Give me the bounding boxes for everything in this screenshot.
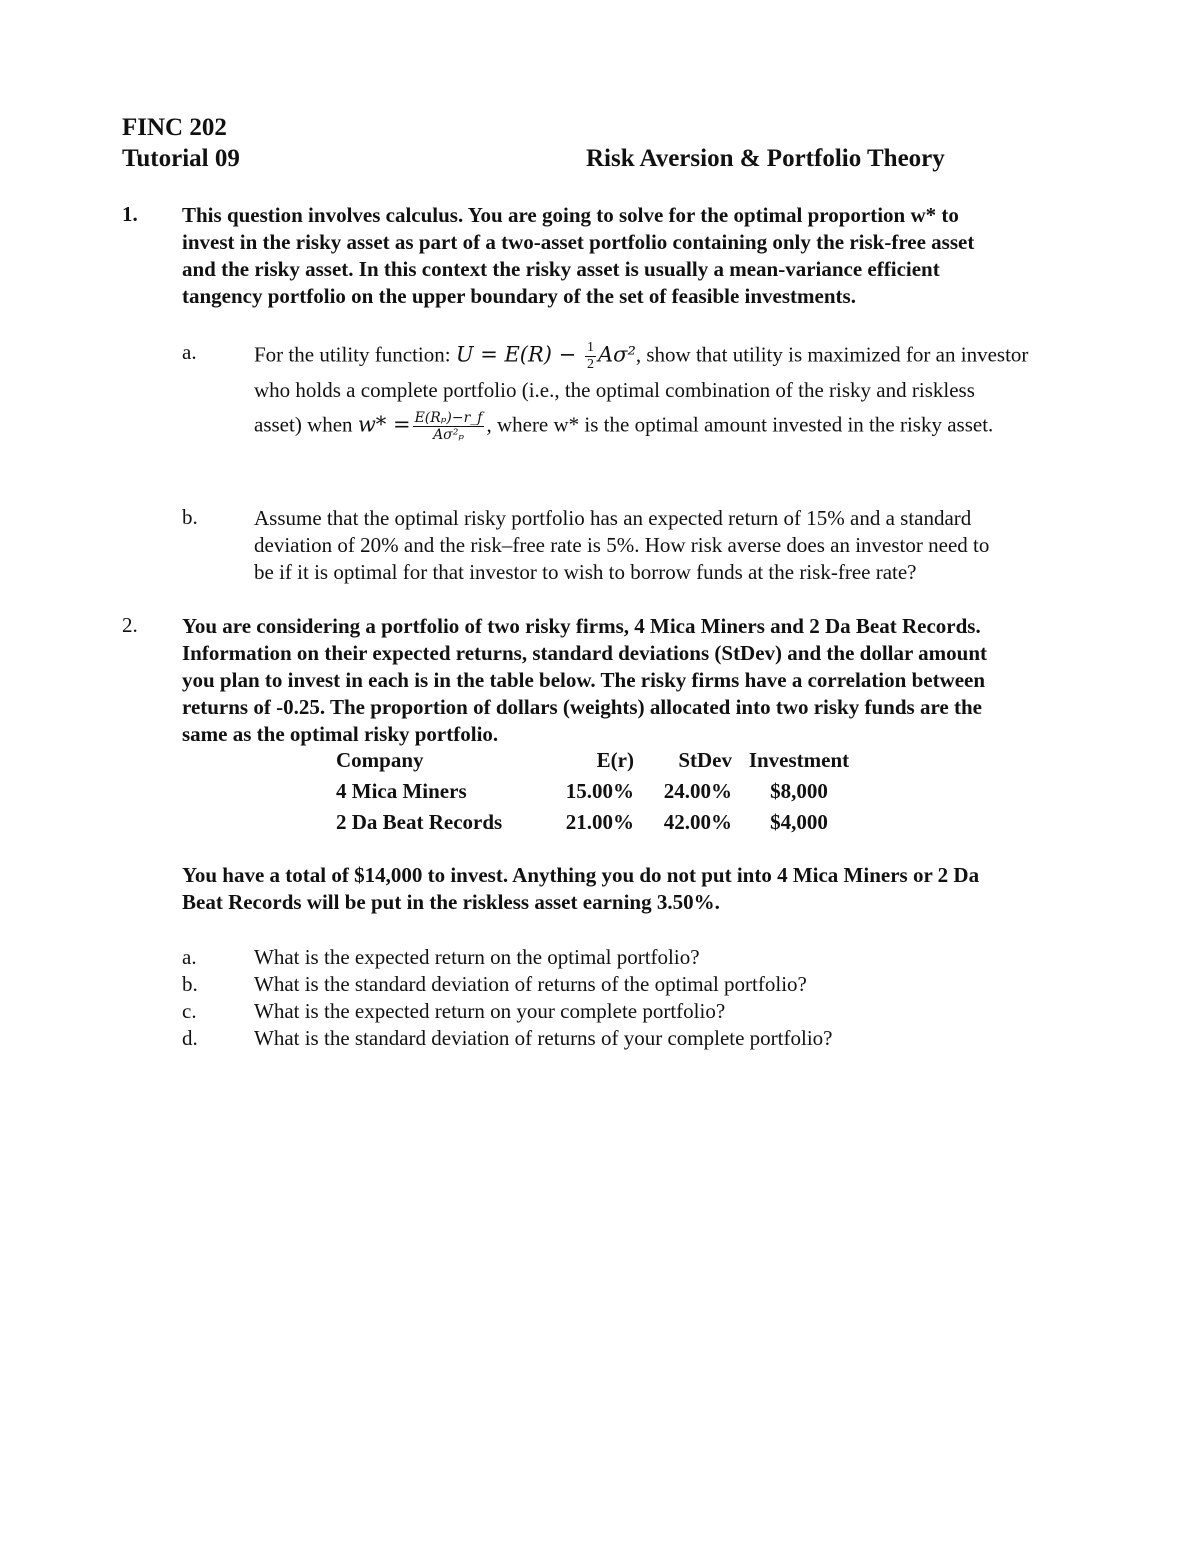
- utility-formula-tail: Aσ²: [597, 342, 636, 367]
- tutorial-number: Tutorial 09: [122, 145, 240, 172]
- table-cell: 2 Da Beat Records: [336, 810, 503, 834]
- optimal-weight-fraction: [413, 410, 485, 443]
- question-2b-label: b.: [182, 972, 198, 996]
- text-run: , where w* is the optimal amount invested in the risky asset.: [486, 412, 994, 437]
- question-1b-text: [254, 505, 1090, 586]
- question-2d-text: What is the standard deviation of returns of your complete portfolio?: [254, 1026, 833, 1050]
- question-1-line: invest in the risky asset as part of a two-asset portfolio containing only the risk-free asset: [182, 230, 975, 254]
- question-2-line: you plan to invest in each is in the table below. The risky firms have a correlation between: [182, 668, 986, 692]
- text-run: asset) when: [254, 412, 358, 437]
- question-1a-line-2: who holds a complete portfolio (i.e., the optimal combination of the risky and riskless: [254, 378, 975, 402]
- question-1b-line: be if it is optimal for that investor to wish to borrow funds at the risk-free rate?: [254, 560, 917, 584]
- table-cell: $4,000: [770, 810, 828, 834]
- fraction-numerator: 1: [586, 340, 594, 355]
- question-1-line: This question involves calculus. You are going to solve for the optimal proportion w* to: [182, 203, 959, 227]
- question-1-number: 1.: [122, 202, 138, 226]
- optimal-weight-formula: w* =: [357, 412, 411, 437]
- table-header: StDev: [678, 748, 732, 772]
- question-2a-text: What is the expected return on the optimal portfolio?: [254, 945, 700, 969]
- table-header: Investment: [748, 748, 850, 772]
- question-1b-line: Assume that the optimal risky portfolio has an expected return of 15% and a standard: [254, 506, 972, 530]
- table-cell: 21.00%: [565, 810, 634, 834]
- question-1a-text: [254, 340, 1090, 443]
- course-code: FINC 202: [122, 114, 227, 141]
- fraction-denominator: Aσ²ₚ: [433, 427, 464, 443]
- question-1a-label: a.: [182, 340, 197, 364]
- table-cell: 4 Mica Miners: [336, 779, 467, 803]
- question-2-text: [182, 613, 1090, 748]
- question-1b-line: deviation of 20% and the risk–free rate is 5%. How risk averse does an investor need to: [254, 533, 990, 557]
- question-2c-label: c.: [182, 999, 197, 1023]
- fraction-numerator: E(Rₚ)−r_f: [414, 410, 483, 426]
- question-1-line: tangency portfolio on the upper boundary of the set of feasible investments.: [182, 284, 856, 308]
- question-2d-label: d.: [182, 1026, 198, 1050]
- question-1-line: and the risky asset. In this context the risky asset is usually a mean-variance efficient: [182, 257, 940, 281]
- question-2-line: You are considering a portfolio of two risky firms, 4 Mica Miners and 2 Da Beat Records.: [182, 614, 981, 638]
- table-header: E(r): [596, 748, 634, 772]
- question-2a-label: a.: [182, 945, 197, 969]
- question-2-followup: [182, 862, 1090, 916]
- text-run: For the utility function:: [254, 342, 456, 367]
- table-cell: 42.00%: [663, 810, 732, 834]
- question-2c-text: What is the expected return on your complete portfolio?: [254, 999, 726, 1023]
- question-2-followup-line: You have a total of $14,000 to invest. Anything you do not put into 4 Mica Miners or 2 Da: [182, 863, 980, 887]
- question-1b-label: b.: [182, 505, 198, 529]
- table-row: [330, 808, 860, 839]
- question-1a-line-3: [254, 410, 1090, 443]
- investment-table: [330, 746, 860, 839]
- utility-formula: U = E(R) −: [455, 342, 583, 367]
- question-2-line: same as the optimal risky portfolio.: [182, 722, 499, 746]
- fraction-denominator: 2: [586, 357, 594, 372]
- tutorial-topic: Risk Aversion & Portfolio Theory: [586, 145, 945, 172]
- question-2-line: returns of -0.25. The proportion of dollars (weights) allocated into two risky funds are the: [182, 695, 982, 719]
- question-2-line: Information on their expected returns, standard deviations (StDev) and the dollar amount: [182, 641, 988, 665]
- table-cell: $8,000: [770, 779, 828, 803]
- question-2-followup-line: Beat Records will be put in the riskless asset earning 3.50%.: [182, 890, 720, 914]
- table-cell: 15.00%: [565, 779, 634, 803]
- table-header: Company: [336, 748, 424, 772]
- table-row: [330, 777, 860, 808]
- question-2b-text: What is the standard deviation of returns of the optimal portfolio?: [254, 972, 807, 996]
- table-cell: 24.00%: [663, 779, 732, 803]
- text-run: , show that utility is maximized for an investor: [635, 342, 1029, 367]
- question-1a-line-1: [254, 340, 1090, 373]
- question-2-number: 2.: [122, 613, 138, 637]
- question-1-text: [182, 202, 1090, 310]
- table-header-row: [330, 746, 860, 777]
- half-fraction: [585, 340, 596, 373]
